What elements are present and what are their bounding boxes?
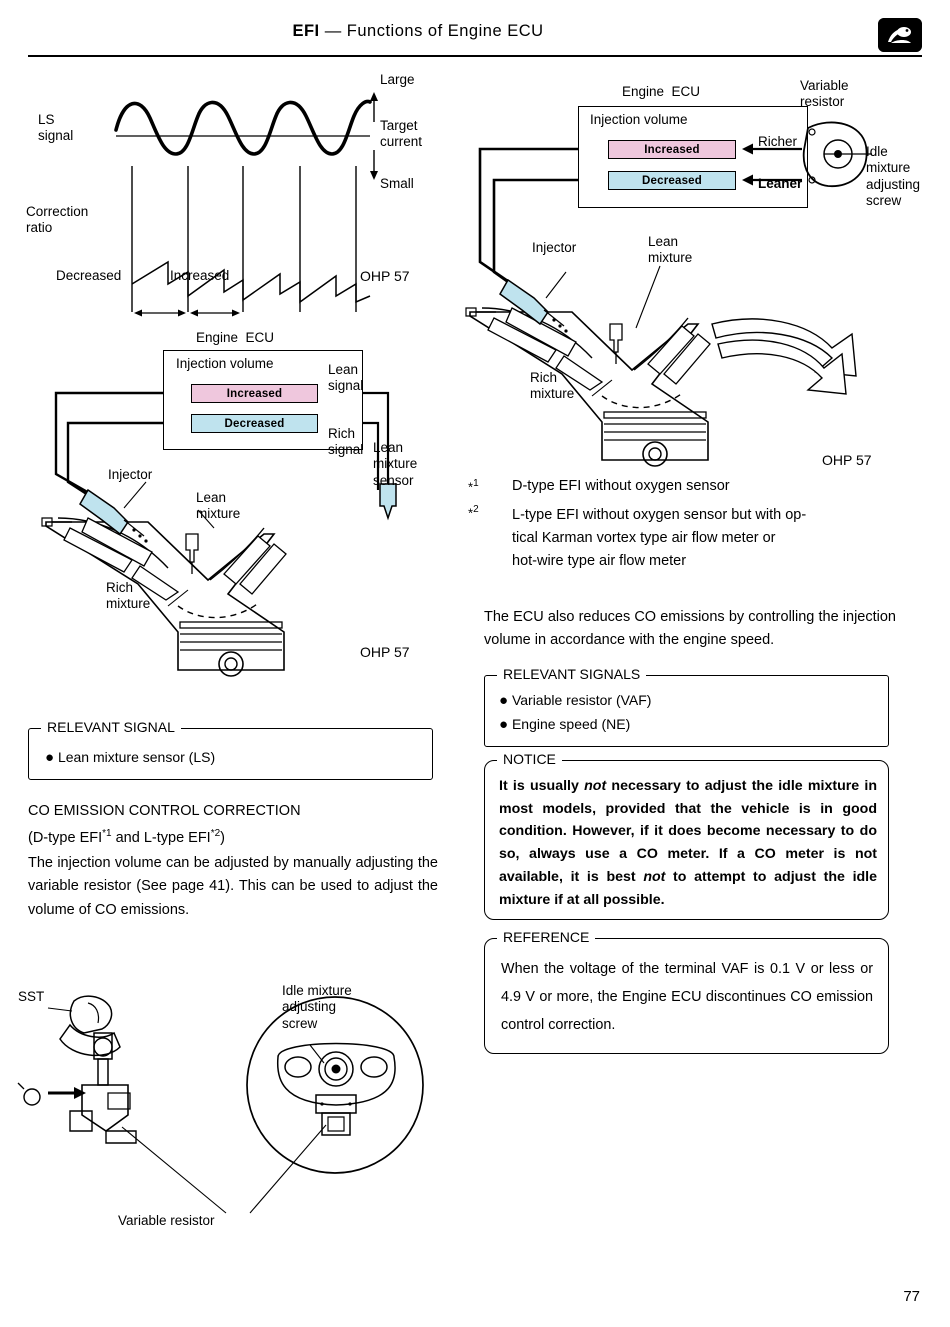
label-target-current: Target current — [380, 118, 423, 150]
reference-text: When the voltage of the terminal VAF is 0.1 V or less or 4.9 V or more, the Engine ECU discontinues CO emission control correction. — [501, 961, 873, 1034]
co-emission-body: The injection volume can be adjusted by manually adjusting the variable resistor (See page 41). This can be used to adjust the volume of CO emissions. — [28, 855, 438, 918]
footnote-2-text: L-type EFI without oxygen sensor but with op- tical Karman vortex type air flow meter or hot-wire type air flow meter — [512, 507, 807, 570]
label-increased: Increased — [170, 268, 230, 283]
bullet-icon: ● — [499, 692, 509, 709]
label-lean-mixture-sensor: Lean mixture sensor — [373, 440, 418, 488]
relevant-signals-legend: RELEVANT SIGNALS — [497, 666, 646, 682]
co-emission-heading-text: CO EMISSION CONTROL CORRECTION — [28, 803, 301, 819]
subheading-b: and L-type EFI — [111, 829, 211, 846]
figure-ls-signal-chart — [28, 70, 448, 290]
label-lean-signal: Lean signal — [328, 362, 364, 394]
label-engine-ecu-left: Engine ECU — [196, 330, 275, 345]
relevant-signals-box — [484, 666, 889, 747]
label-richer: Richer — [758, 134, 798, 149]
label-injection-volume-right: Injection volume — [590, 112, 688, 127]
caption-ohp-57-chart: OHP 57 — [360, 268, 410, 284]
footnote-2-sup: 2 — [473, 504, 479, 515]
notice-part-1: not — [584, 778, 607, 794]
page-number: 77 — [903, 1288, 920, 1305]
co-emission-subheading — [28, 826, 438, 850]
label-leaner: Leaner — [758, 176, 803, 191]
subheading-sup-1: *1 — [102, 828, 112, 839]
footnote-1-sup: 1 — [473, 478, 479, 489]
relevant-signal-item — [45, 747, 215, 769]
label-large: Large — [380, 72, 415, 87]
notice-part-3: not — [643, 868, 666, 885]
label-ls-signal: LS signal — [38, 112, 74, 144]
label-idle-mixture-adjusting-screw-sst: Idle mixture adjusting screw — [282, 983, 352, 1031]
relevant-signals-item-1-text: Variable resistor (VAF) — [511, 692, 652, 708]
label-decreased: Decreased — [56, 268, 122, 283]
relevant-signal-item-text: Lean mixture sensor (LS) — [57, 749, 216, 765]
relevant-signals-item-2 — [499, 714, 630, 736]
figure-variable-resistor — [460, 76, 930, 476]
bar-decreased-right: Decreased — [608, 171, 736, 190]
reference-legend: REFERENCE — [497, 929, 595, 945]
relevant-signals-item-1 — [499, 690, 651, 712]
label-correction-ratio: Correction ratio — [26, 204, 89, 236]
subheading-a: (D-type EFI — [28, 829, 103, 846]
label-variable-resistor-sst: Variable resistor — [118, 1213, 215, 1228]
notice-legend: NOTICE — [497, 751, 562, 767]
co-emission-heading — [28, 800, 438, 823]
toyota-technician-logo-icon — [878, 18, 922, 52]
footnote-2-star: * — [468, 505, 474, 521]
notice-part-4: to attempt to adjust the idle mixture if at all possible. — [499, 868, 878, 908]
notice-text — [499, 775, 877, 911]
footnote-1-marker — [468, 478, 479, 494]
label-rich-mixture-left: Rich mixture — [106, 580, 151, 612]
relevant-signal-legend: RELEVANT SIGNAL — [41, 719, 181, 735]
ecu-reduces-co-body: The ECU also reduces CO emissions by controlling the injection volume in accordance with the engine speed. — [484, 609, 896, 649]
subheading-sup-2: *2 — [210, 828, 221, 839]
footnote-2 — [468, 504, 898, 576]
page-title — [28, 22, 808, 41]
caption-ohp-57-left: OHP 57 — [360, 644, 410, 660]
figure-lean-mixture-sensor — [28, 322, 448, 692]
label-rich-mixture-right: Rich mixture — [530, 370, 575, 402]
relevant-signal-box — [28, 719, 433, 780]
footnote-1 — [468, 478, 898, 502]
notice-part-0: It is usually — [499, 778, 585, 794]
label-lean-mixture-left: Lean mixture — [196, 490, 241, 522]
bar-increased-left: Increased — [191, 384, 318, 403]
bullet-icon: ● — [499, 716, 509, 733]
label-injection-volume-left: Injection volume — [176, 356, 274, 371]
reference-box — [484, 929, 889, 1054]
page-header — [28, 22, 922, 62]
label-sst: SST — [18, 989, 45, 1004]
figure-sst-variable-resistor — [10, 975, 440, 1235]
label-engine-ecu-right: Engine ECU — [622, 84, 701, 99]
label-rich-signal: Rich signal — [328, 426, 364, 458]
label-variable-resistor-right: Variable resistor — [800, 78, 849, 110]
footnote-1-star: * — [468, 479, 474, 495]
label-small: Small — [380, 176, 414, 191]
bullet-icon: ● — [45, 749, 55, 766]
notice-box — [484, 751, 889, 920]
label-idle-mixture-adjusting-screw-right: Idle mixture adjusting screw — [866, 144, 921, 209]
subheading-c: ) — [220, 829, 226, 846]
page-title-rest: — Functions of Engine ECU — [319, 22, 544, 40]
footnote-1-text: D-type EFI without oxygen sensor — [512, 478, 730, 494]
footnotes — [468, 478, 898, 576]
relevant-signals-item-2-text: Engine speed (NE) — [511, 716, 631, 732]
footnote-2-marker — [468, 504, 479, 520]
label-injector-right: Injector — [532, 240, 577, 255]
bar-decreased-left: Decreased — [191, 414, 318, 433]
notice-part-2: necessary to adjust the idle mixture in most models, provided that the vehicle is in good condition. However, if it does become necessary to do so, always use a CO meter. If a CO meter is not available, it is best — [499, 778, 878, 885]
header-divider — [28, 55, 922, 57]
label-lean-mixture-right: Lean mixture — [648, 234, 693, 266]
bar-increased-right: Increased — [608, 140, 736, 159]
label-injector-left: Injector — [108, 467, 153, 482]
caption-ohp-57-right: OHP 57 — [822, 452, 872, 468]
page-title-bold: EFI — [292, 22, 320, 40]
